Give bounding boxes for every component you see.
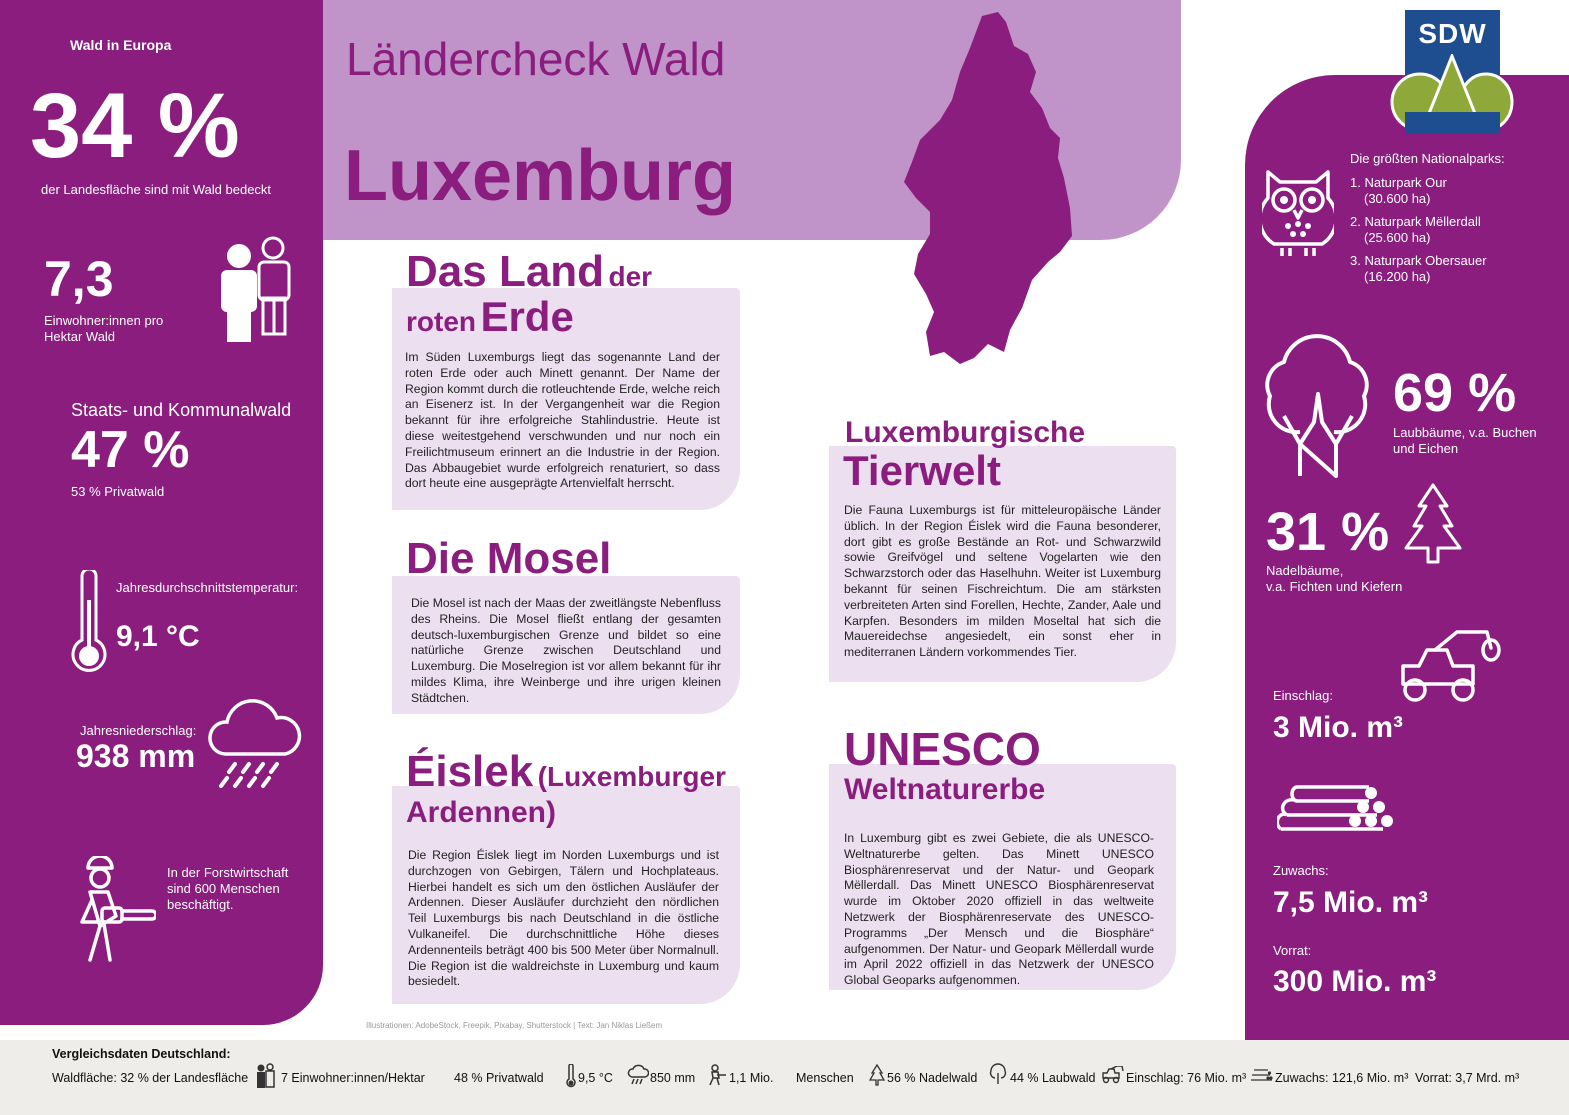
forest-eu-label: Wald in Europa	[70, 37, 172, 53]
park-1-area: (30.600 ha)	[1364, 191, 1431, 206]
comparison-conifer: 56 % Nadelwald	[887, 1071, 978, 1085]
workers-line-1: In der Forstwirtschaft	[167, 865, 289, 880]
conifer-tree-icon	[1402, 482, 1464, 566]
eislek-text: Die Region Éislek liegt im Norden Luxemburgs und ist durchzogen von Gebirgen, Tälern und Hochplateaus. Hierbei handelt es sich um den östlichen Ausläufer der Ardennen. Dieser Ausläufer durchzieht den nördlichen Teil Luxemburgs bis nach Deutschland in die östliche Vulkaneifel. Die durchschnittliche Höhe dieses Ardennenteils beträgt 400 bis 500 Meter über Normalnull. Die Region ist die waldreichste in Luxemburg und kaum besiedelt.	[408, 848, 719, 989]
deciduous-tree-icon	[1262, 334, 1374, 480]
park-2-area: (25.600 ha)	[1364, 230, 1431, 245]
comparison-broadleaf: 44 % Laubwald	[1010, 1071, 1096, 1085]
comparison-growth: Zuwachs: 121,6 Mio. m³	[1275, 1071, 1409, 1085]
density-caption-2: Hektar Wald	[44, 329, 116, 344]
stock-label: Vorrat:	[1273, 943, 1312, 958]
density-value: 7,3	[44, 251, 114, 307]
comparison-harvest: Einschlag: 76 Mio. m³	[1126, 1071, 1247, 1085]
comparison-stock: Vorrat: 3,7 Mrd. m³	[1415, 1071, 1520, 1085]
land-title-2	[406, 293, 574, 340]
growth-label: Zuwachs:	[1273, 863, 1329, 878]
logo-text: SDW	[1418, 18, 1487, 49]
park-3-area: (16.200 ha)	[1364, 269, 1431, 284]
people-small-icon	[255, 1063, 275, 1089]
forest-caption: der Landesfläche sind mit Wald bedeckt	[41, 182, 272, 197]
ownership-caption: 53 % Privatwald	[71, 484, 165, 499]
conifer-caption-2: v.a. Fichten und Kiefern	[1266, 579, 1403, 594]
growth-value: 7,5 Mio. m³	[1273, 886, 1429, 919]
conifer-small-icon	[869, 1064, 885, 1086]
harvest-value: 3 Mio. m³	[1273, 711, 1404, 744]
comparison-workers-unit: Menschen	[796, 1071, 854, 1085]
park-1-name: 1. Naturpark Our	[1350, 175, 1447, 190]
comparison-temp: 9,5 °C	[578, 1071, 613, 1085]
conifer-caption-1: Nadelbäume,	[1266, 563, 1344, 578]
land-title-a: Das Land	[406, 247, 605, 296]
harvest-label: Einschlag:	[1273, 688, 1333, 703]
luxembourg-map-icon	[900, 12, 1075, 372]
comparison-workers-value: 1,1 Mio.	[729, 1071, 774, 1085]
eislek-title-c: Ardennen)	[406, 796, 556, 829]
logs-small-icon	[1250, 1068, 1274, 1082]
density-caption-1: Einwohner:innen pro	[44, 313, 164, 328]
park-2-name: 2. Naturpark Mëllerdall	[1350, 214, 1481, 229]
broadleaf-caption-2: und Eichen	[1393, 441, 1459, 456]
ownership-value: 47 %	[71, 421, 190, 479]
fauna-title-b: Tierwelt	[843, 447, 1001, 494]
rain-value: 938 mm	[76, 738, 196, 774]
comparison-title: Vergleichsdaten Deutschland:	[52, 1047, 231, 1061]
fauna-text: Die Fauna Luxemburgs ist für mitteleuropäische Länder üblich. In der Region Éislek wird die Fauna besonderer, dort gibt es große Bestände an Rot- und Schwarzwild sowie Greifvögel und seltene Vogelarten wie den Schwarzstorch oder das Haselhuhn. Weiter ist Luxemburg bekannt für seinen Fischreichtum. Die am stärksten verbreiteten Arten sind Forellen, Hechte, Zander, Aale und Karpfen. Besonders im milden Moseltal hat sich die Mauereidechse angesiedelt, ein sonst eher in mediterranen Ländern vorkommendes Tier.	[844, 503, 1161, 660]
fauna-title-a: Luxemburgische	[845, 416, 1086, 449]
mosel-title: Die Mosel	[406, 534, 612, 583]
parks-title: Die größten Nationalparks:	[1350, 151, 1505, 166]
eislek-title-a: Éislek	[406, 747, 534, 796]
deciduous-small-icon	[988, 1063, 1008, 1085]
timber-logs-icon	[1277, 783, 1395, 839]
ownership-label: Staats- und Kommunalwald	[71, 400, 292, 420]
land-title	[406, 247, 653, 296]
park-3-name: 3. Naturpark Obersauer	[1350, 253, 1487, 268]
workers-line-3: beschäftigt.	[167, 897, 234, 912]
mosel-text: Die Mosel ist nach der Maas der zweitlängste Nebenfluss des Rheins. Die Mosel fließt entlang der gesamten deutsch-luxemburgischen Grenze und bildet so eine natürliche Grenze zwischen Deutschland und Luxemburg. Die Moselregion ist vor allem bekannt für ihr mildes Klima, ihre Weinberge und ihre urigen kleinen Städtchen.	[411, 596, 721, 705]
unesco-title-b: Weltnaturerbe	[844, 773, 1046, 806]
owl-icon	[1262, 168, 1334, 258]
stock-value: 300 Mio. m³	[1273, 965, 1437, 998]
image-credits: Illustrationen: AdobeStock, Freepik, Pixabay, Shutterstock | Text: Jan Niklas Ließem	[366, 1021, 663, 1030]
land-title-c: roten	[406, 306, 476, 337]
rain-cloud-icon	[205, 694, 305, 790]
forest-percent: 34 %	[30, 75, 240, 177]
conifer-value: 31 %	[1266, 502, 1390, 562]
broadleaf-caption-1: Laubbäume, v.a. Buchen	[1393, 425, 1537, 440]
thermometer-icon	[70, 570, 108, 676]
page-kicker: Ländercheck Wald	[346, 33, 726, 85]
temp-value: 9,1 °C	[116, 620, 200, 653]
harvester-small-icon	[1102, 1066, 1124, 1084]
forester-chainsaw-icon	[60, 856, 156, 966]
logo-trees-icon	[1390, 54, 1515, 134]
unesco-title-a: UNESCO	[844, 723, 1041, 775]
eislek-title	[406, 747, 726, 796]
comparison-rain: 850 mm	[650, 1071, 696, 1085]
temp-label: Jahresdurchschnittstemperatur:	[116, 580, 299, 595]
rain-small-icon	[627, 1064, 649, 1086]
forester-small-icon	[707, 1064, 727, 1086]
land-title-b: der	[608, 261, 653, 292]
land-title-d: Erde	[480, 293, 574, 340]
comparison-forest: Waldfläche: 32 % der Landesfläche	[52, 1071, 249, 1085]
rain-label: Jahresniederschlag:	[80, 723, 197, 738]
unesco-text: In Luxemburg gibt es zwei Gebiete, die als UNESCO-Weltnaturerbe gelten. Das Minett UNESCO Biosphärenreservat und der Natur- und Geopark Mëllerdall. Das Minett UNESCO Biosphärenreservat wurde im Oktober 2020 offiziell in das weltweite Netzwerk der Biosphärenreservate des UNESCO-Programms „Der Mensch und die Biosphäre“ aufgenommen. Der Natur- und Geopark Mëllerdall wurde im April 2022 offiziell in das Netzwerk der UNESCO Global Geoparks aufgenommen.	[844, 831, 1154, 988]
land-text: Im Süden Luxemburgs liegt das sogenannte Land der roten Erde oder auch Minett genannt. Der Name der Region kommt durch die rotleuchtende Erde, welche reich an Eisenerz ist. In der Vergangenheit war die Region bekannt für ihre erfolgreiche Stahlindustrie. Heute ist diese weitestgehend verschwunden und nur noch ein Freilichtmuseum erinnert an die Industrie in der Region. Das Abbaugebiet wurde erfolgreich renaturiert, so dass dort heute eine ausgeprägte Artenvielfalt herrscht.	[405, 350, 720, 491]
comparison-density: 7 Einwohner:innen/Hektar	[281, 1071, 425, 1085]
forest-harvester-icon	[1395, 626, 1501, 706]
people-icon	[215, 236, 297, 344]
page-title: Luxemburg	[344, 136, 737, 216]
broadleaf-value: 69 %	[1393, 363, 1517, 423]
eislek-title-b: (Luxemburger	[537, 761, 726, 792]
thermometer-small-icon	[566, 1064, 576, 1088]
comparison-private: 48 % Privatwald	[454, 1071, 544, 1085]
workers-line-2: sind 600 Menschen	[167, 881, 280, 896]
